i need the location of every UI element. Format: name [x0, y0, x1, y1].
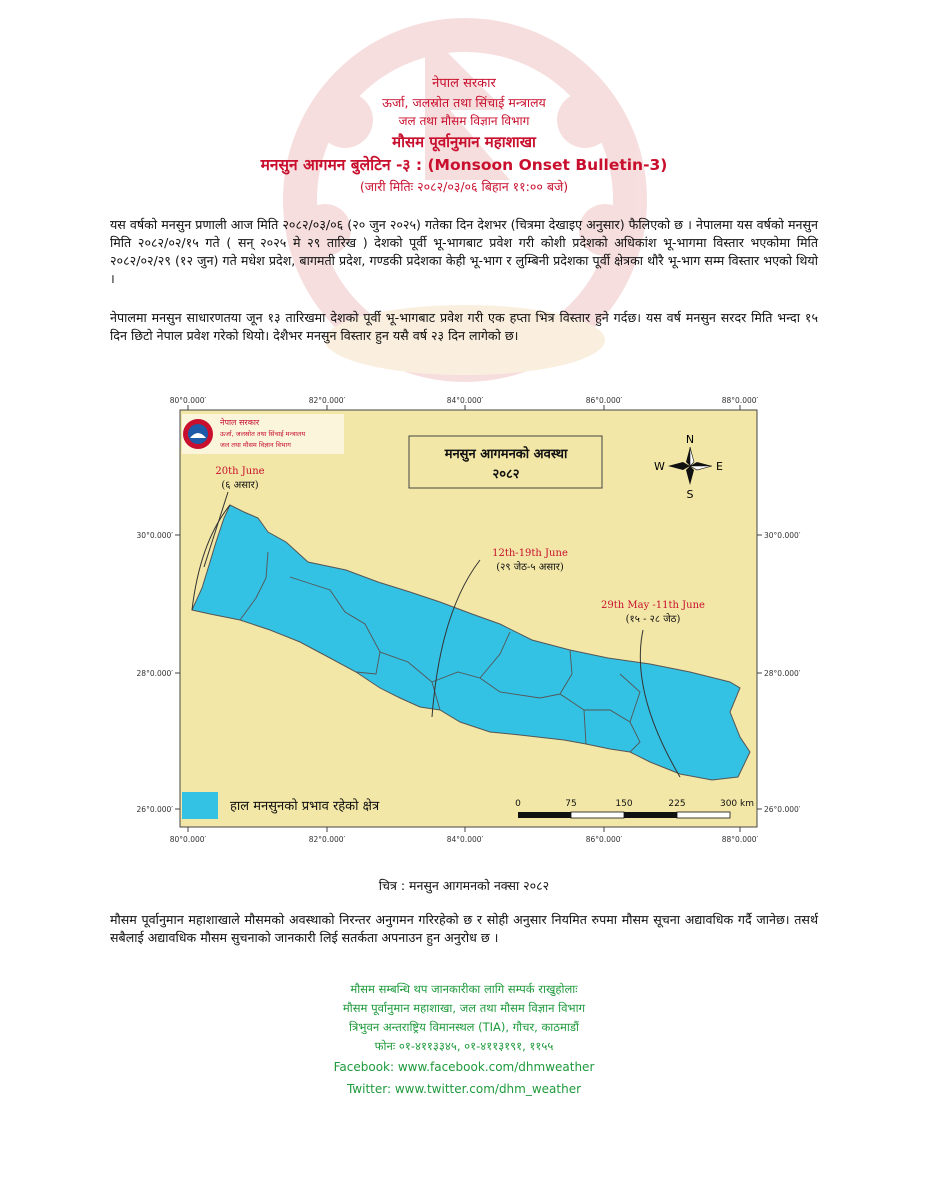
map-svg — [136, 392, 801, 852]
lat-label-28-left: 28°0.000′ — [136, 669, 173, 678]
facebook-link[interactable]: Facebook: www.facebook.com/dhmweather — [333, 1060, 595, 1074]
map-title: मनसुन आगमनको अवस्था — [444, 447, 568, 462]
lon-label-88-top: 88°0.000′ — [721, 396, 759, 405]
division-name: मौसम पूर्वानुमान महाशाखा — [392, 133, 536, 151]
government-name: नेपाल सरकार — [432, 76, 496, 91]
legend-label: हाल मनसुनको प्रभाव रहेको क्षेत्र — [230, 799, 380, 814]
lon-label-84-bottom: 84°0.000′ — [446, 835, 484, 844]
contact-heading: मौसम सम्बन्धि थप जानकारीका लागि सम्पर्क राखुहोलाः — [350, 982, 578, 996]
lon-label-86-top: 86°0.000′ — [585, 396, 623, 405]
paragraph-monitoring: मौसम पूर्वानुमान महाशाखाले मौसमको अवस्थाको निरन्तर अनुगमन गरिरहेको छ र सोही अनुसार नियमित रुपमा मौसम सूचना अद्यावधिक गर्दै जानेछ। तसर्थ सबैलाई अद्यावधिक मौसम सुचनाको जानकारी लिई सतर्कता अपनाउन हुन अनुरोध छ । — [110, 912, 818, 945]
legend-swatch — [182, 792, 218, 819]
compass-s: S — [686, 488, 694, 501]
department-name: जल तथा मौसम विज्ञान विभाग — [398, 114, 530, 128]
annotation-20-june-date: 20th June — [215, 466, 265, 477]
annotation-12-19-june-nepali: (२९ जेठ-५ असार) — [496, 562, 564, 573]
annotation-20-june-nepali: (६ असार) — [221, 480, 259, 491]
map-caption: चित्र : मनसुन आगमनको नक्सा २०८२ — [378, 878, 550, 893]
lat-label-30-right: 30°0.000′ — [764, 531, 801, 540]
logo-ministry-text: ऊर्जा, जलस्रोत तथा सिंचाई मन्त्रालय — [220, 430, 306, 438]
map-title-year: २०८२ — [492, 467, 520, 482]
annotation-29-may-date: 29th May -11th June — [601, 600, 705, 611]
scale-tick-300: 300 km — [719, 799, 755, 809]
lat-label-30-left: 30°0.000′ — [136, 531, 173, 540]
lon-label-80-bottom: 80°0.000′ — [169, 835, 207, 844]
compass-w: W — [654, 460, 665, 473]
lon-label-82-top: 82°0.000′ — [308, 396, 346, 405]
scale-tick-150: 150 — [615, 799, 633, 809]
lon-label-84-top: 84°0.000′ — [446, 396, 484, 405]
lat-label-26-right: 26°0.000′ — [764, 805, 801, 814]
bulletin-title: मनसुन आगमन बुलेटिन -३ : (Monsoon Onset Bulletin-3) — [260, 156, 668, 174]
contact-footer — [0, 980, 928, 1100]
ministry-name: ऊर्जा, जलस्रोत तथा सिंचाई मन्त्रालय — [382, 95, 546, 110]
lat-label-26-left: 26°0.000′ — [136, 805, 173, 814]
logo-dept-text: जल तथा मौसम विज्ञान विभाग — [220, 441, 291, 449]
logo-gov-text: नेपाल सरकार — [220, 418, 260, 427]
paragraph-current-status: यस वर्षको मनसुन प्रणाली आज मिति २०८२/०३/०६ (२० जुन २०२५) गतेका दिन देशभर (चित्रमा देखाइए अनुसार) फैलिएको छ । नेपालमा यस वर्षको मनसुन मिति २०८२/०२/१५ गते ( सन् २०२५ मे २९ तारिख ) देशको पूर्वी भू-भागबाट प्रवेश गरी कोशी प्रदेशको अधिकांश भू-भागमा विस्तार भएकोमा मिति २०८२/०२/२९ (१२ जुन) गते मधेश प्रदेश, बागमती प्रदेश, गण्डकी प्रदेशका केही भू-भाग र लुम्बिनी प्रदेशका पूर्वी क्षेत्रका थौरै भू-भाग सम्म विस्तार भएको थियो । — [110, 217, 818, 286]
document-header — [0, 74, 928, 196]
compass-e: E — [716, 460, 723, 473]
twitter-link[interactable]: Twitter: www.twitter.com/dhm_weather — [346, 1082, 582, 1096]
scale-tick-225: 225 — [668, 799, 686, 809]
lon-label-80-top: 80°0.000′ — [169, 396, 207, 405]
lat-label-28-right: 28°0.000′ — [764, 669, 801, 678]
dhm-logo-block — [182, 414, 344, 454]
lon-label-88-bottom: 88°0.000′ — [721, 835, 759, 844]
scale-tick-0: 0 — [515, 799, 521, 809]
annotation-12-19-june-date: 12th-19th June — [492, 548, 568, 559]
contact-division: मौसम पूर्वानुमान महाशाखा, जल तथा मौसम विज्ञान विभाग — [342, 1001, 586, 1015]
scale-tick-75: 75 — [565, 799, 577, 809]
contact-address: त्रिभुवन अन्तराष्ट्रिय विमानस्थल (TIA), गौचर, काठमाडौं — [349, 1020, 579, 1034]
compass-n: N — [685, 433, 695, 446]
contact-phone: फोनः ०१-४११३३४५, ०१-४११३१९१, ११५५ — [374, 1039, 554, 1053]
lon-label-86-bottom: 86°0.000′ — [585, 835, 623, 844]
monsoon-onset-map — [136, 392, 801, 852]
annotation-29-may-nepali: (१५ - २८ जेठ) — [625, 614, 681, 625]
issue-date: (जारी मितिः २०८२/०३/०६ बिहान ११:०० बजे) — [359, 179, 569, 194]
lon-label-82-bottom: 82°0.000′ — [308, 835, 346, 844]
paragraph-normal-onset: नेपालमा मनसुन साधारणतया जून १३ तारिखमा देशको पूर्वी भू-भागबाट प्रवेश गरी एक हप्ता भित्र विस्तार हुने गर्दछ। यस वर्ष मनसुन सरदर मिति भन्दा १५ दिन छिटो नेपाल प्रवेश गरेको थियो। देशैभर मनसुन विस्तार हुन यसै वर्ष २३ दिन लागेको छ। — [110, 310, 818, 343]
